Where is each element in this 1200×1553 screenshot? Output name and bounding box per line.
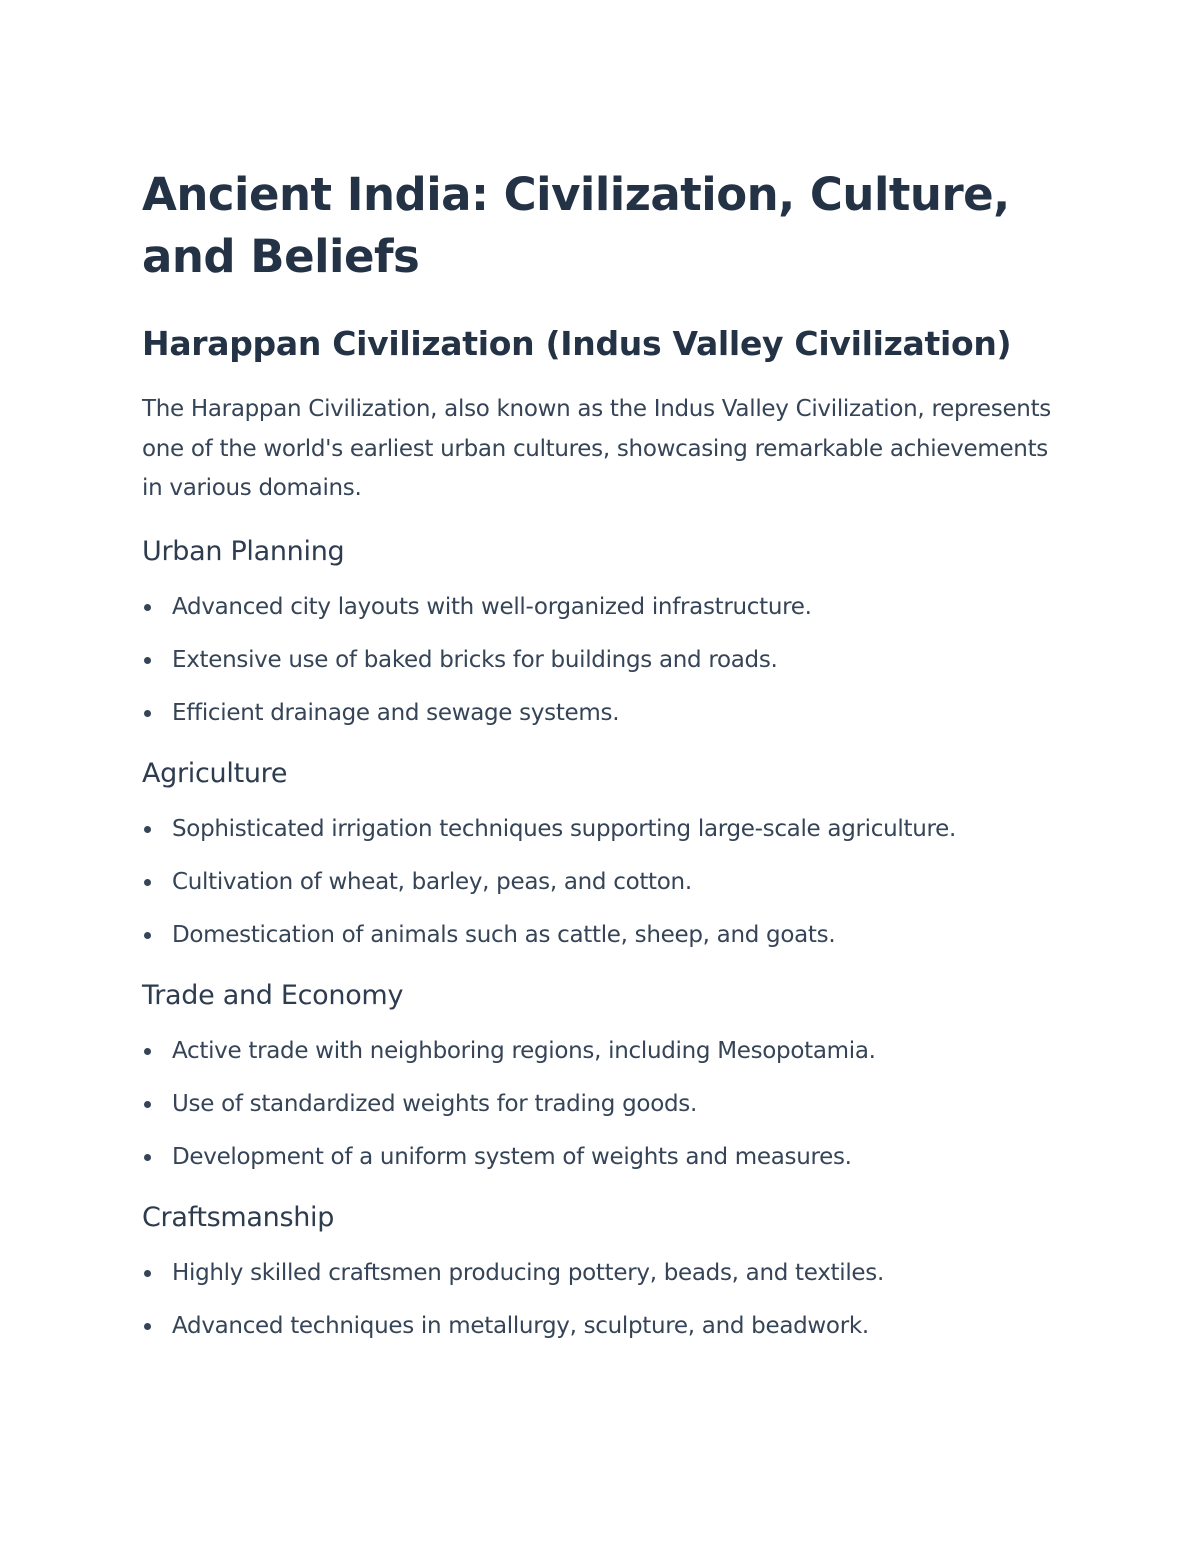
list-item	[142, 917, 1072, 953]
bullet-list-agriculture	[142, 811, 1072, 953]
list-item-text: Advanced city layouts with well-organized infrastructure.	[172, 593, 812, 620]
list-item	[142, 1139, 1072, 1175]
list-item	[142, 1086, 1072, 1122]
bullet-icon	[144, 1101, 151, 1108]
list-item-text: Active trade with neighboring regions, including Mesopotamia.	[172, 1037, 876, 1064]
list-item	[142, 695, 1072, 731]
bullet-icon	[144, 1270, 151, 1277]
list-item-text: Extensive use of baked bricks for buildings and roads.	[172, 646, 778, 673]
bullet-list-urban-planning	[142, 589, 1072, 731]
list-item	[142, 811, 1072, 847]
list-item-text: Highly skilled craftsmen producing pottery, beads, and textiles.	[172, 1259, 884, 1286]
subsection-title-agriculture: Agriculture	[142, 757, 288, 789]
list-item-text: Sophisticated irrigation techniques supporting large-scale agriculture.	[172, 815, 956, 842]
bullet-icon	[144, 1323, 151, 1330]
subsection-title-urban-planning: Urban Planning	[142, 535, 345, 567]
list-item	[142, 1308, 1072, 1344]
bullet-icon	[144, 604, 151, 611]
document-title: Ancient India: Civilization, Culture, and Beliefs	[142, 168, 1010, 283]
list-item	[142, 642, 1072, 678]
document-page	[142, 164, 1072, 1344]
list-item	[142, 589, 1072, 625]
list-item-text: Domestication of animals such as cattle, sheep, and goats.	[172, 921, 836, 948]
subsection-title-trade-and-economy: Trade and Economy	[142, 979, 404, 1011]
list-item-text: Use of standardized weights for trading goods.	[172, 1090, 697, 1117]
list-item	[142, 864, 1072, 900]
bullet-icon	[144, 657, 151, 664]
list-item	[142, 1255, 1072, 1291]
section-intro: The Harappan Civilization, also known as the Indus Valley Civilization, represents one of the world's earliest urban cultures, showcasing remarkable achievements in various domains.	[142, 396, 1051, 501]
bullet-icon	[144, 710, 151, 717]
list-item-text: Advanced techniques in metallurgy, sculpture, and beadwork.	[172, 1312, 869, 1339]
bullet-icon	[144, 1154, 151, 1161]
bullet-icon	[144, 826, 151, 833]
bullet-list-craftsmanship	[142, 1255, 1072, 1344]
list-item	[142, 1033, 1072, 1069]
list-item-text: Development of a uniform system of weights and measures.	[172, 1143, 852, 1170]
list-item-text: Cultivation of wheat, barley, peas, and cotton.	[172, 868, 692, 895]
list-item-text: Efficient drainage and sewage systems.	[172, 699, 620, 726]
bullet-icon	[144, 879, 151, 886]
bullet-list-trade-and-economy	[142, 1033, 1072, 1175]
bullet-icon	[144, 932, 151, 939]
section-title: Harappan Civilization (Indus Valley Civilization)	[142, 324, 1012, 363]
bullet-icon	[144, 1048, 151, 1055]
subsection-title-craftsmanship: Craftsmanship	[142, 1201, 335, 1233]
